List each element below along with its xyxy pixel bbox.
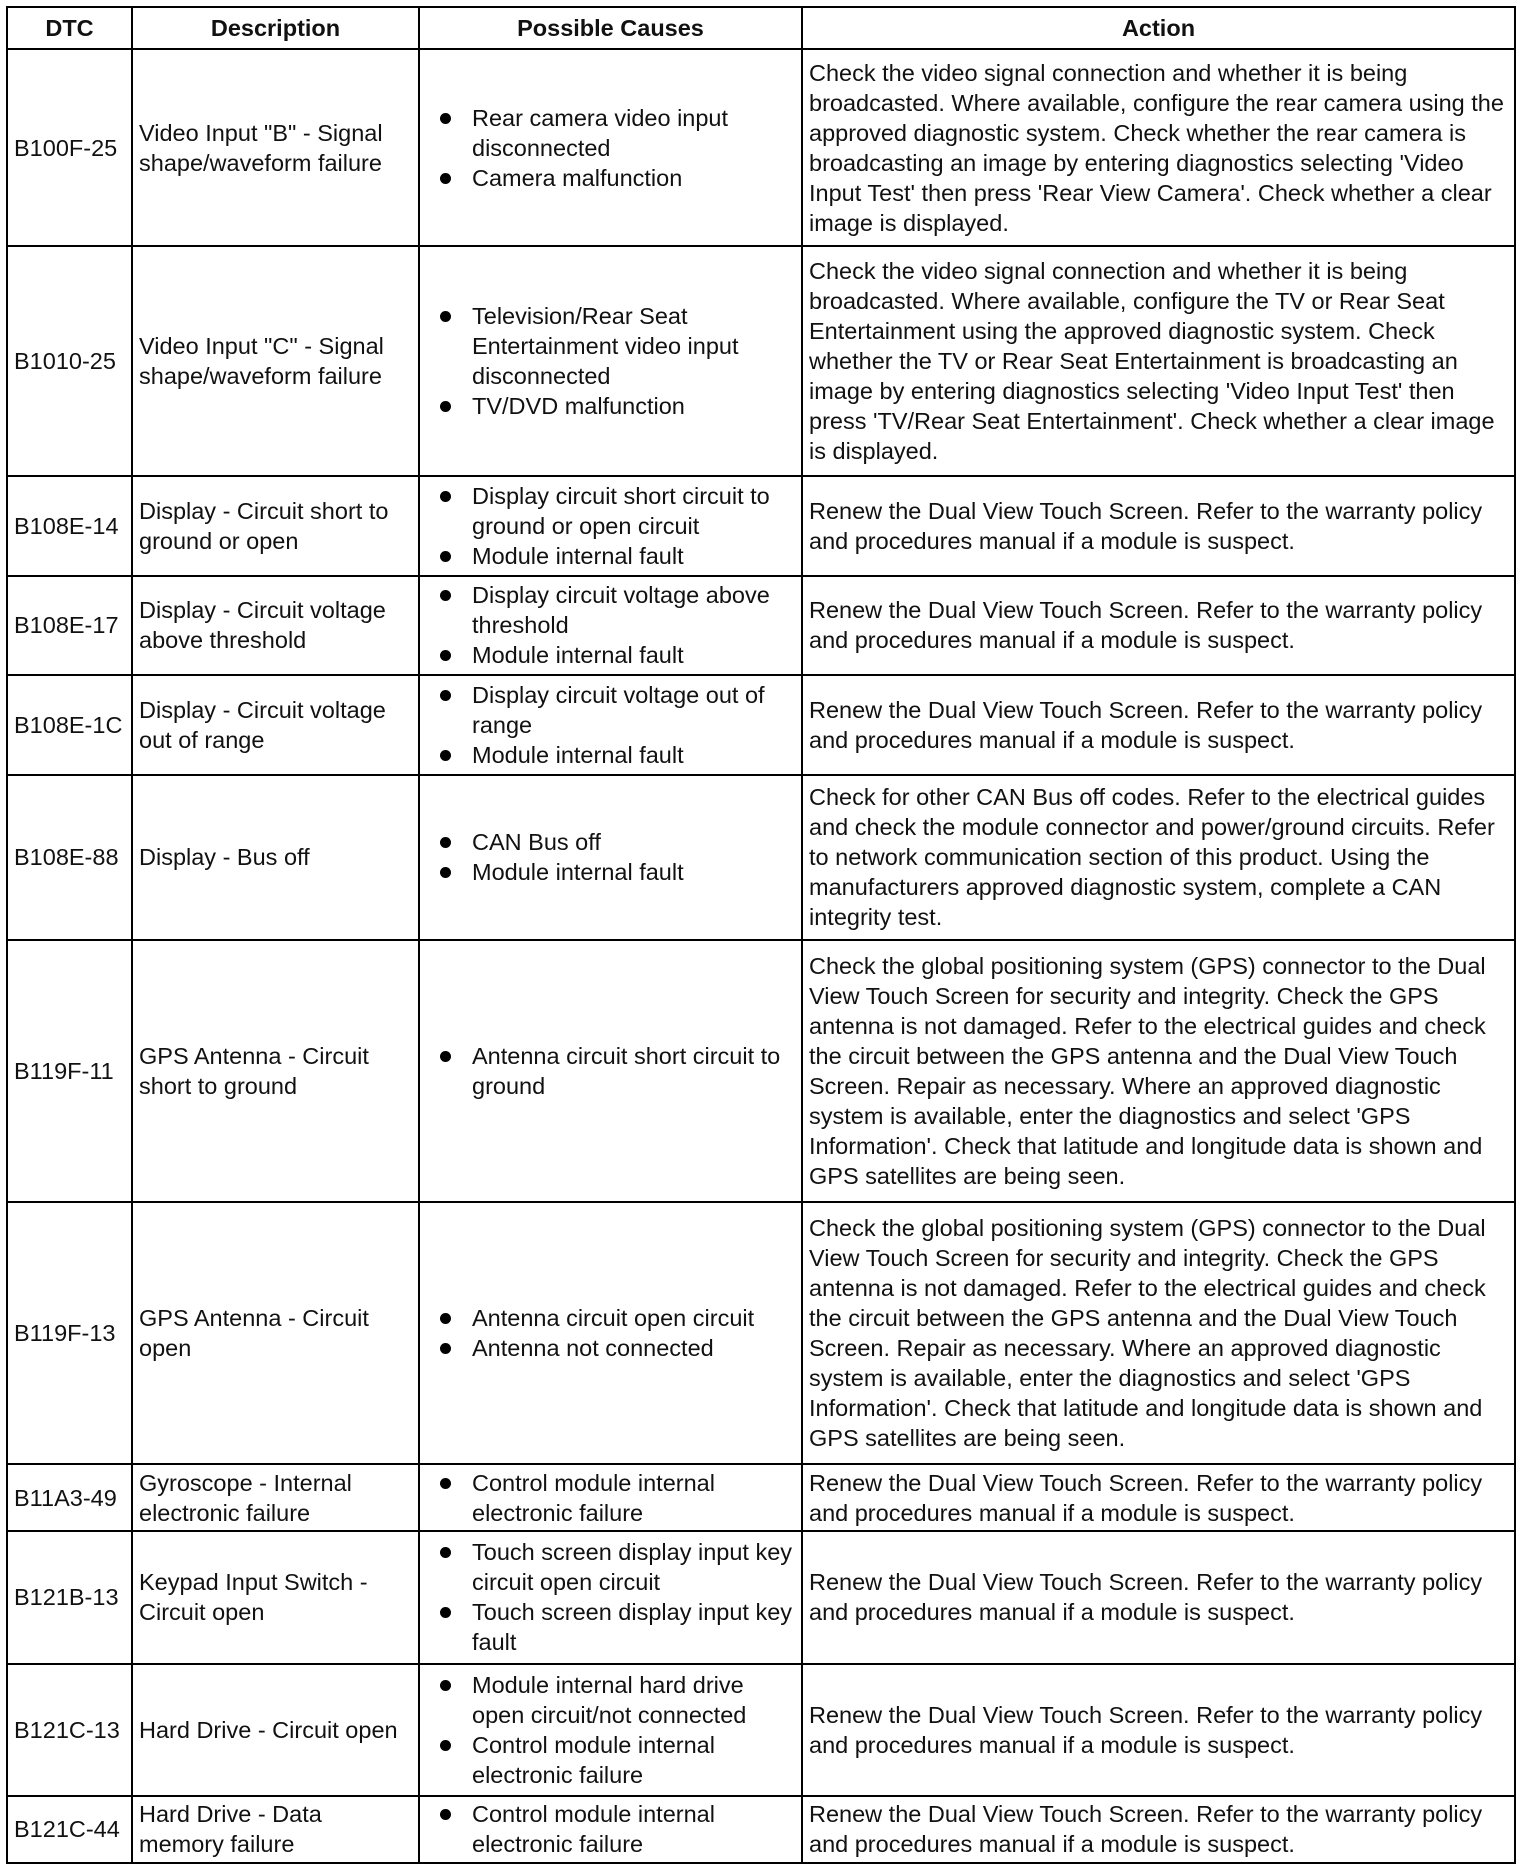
dtc-code: B100F-25 — [7, 49, 132, 246]
cause-item — [426, 680, 795, 740]
dtc-code: B108E-14 — [7, 476, 132, 576]
cause-text: Module internal fault — [472, 542, 684, 569]
cause-text: Antenna circuit open circuit — [472, 1305, 755, 1332]
cause-item — [426, 1041, 795, 1101]
cause-text: Antenna circuit short circuit to ground — [472, 1042, 781, 1099]
cause-item — [426, 740, 795, 770]
header-row — [7, 7, 1515, 49]
action-cell: Renew the Dual View Touch Screen. Refer to the warranty policy and procedures manual if a module is suspect. — [802, 675, 1515, 775]
description-cell: Display - Circuit voltage above threshold — [132, 576, 419, 676]
possible-causes-cell — [419, 940, 802, 1202]
table-row — [7, 576, 1515, 676]
cause-item — [426, 1303, 795, 1333]
causes-list — [426, 1468, 795, 1528]
action-cell: Renew the Dual View Touch Screen. Refer to the warranty policy and procedures manual if a module is suspect. — [802, 476, 1515, 576]
cause-item — [426, 1670, 795, 1730]
bullet-icon — [440, 590, 451, 601]
action-cell: Check the video signal connection and whether it is being broadcasted. Where available, configure the rear camera using the approved diagnostic system. Check whether the rear camera is broadcasting an image by entering diagnostics selecting 'Video Input Test' then press 'Rear View Camera'. Check whether a clear image is displayed. — [802, 49, 1515, 246]
causes-list — [426, 1537, 795, 1657]
bullet-icon — [440, 750, 451, 761]
header-description: Description — [132, 7, 419, 49]
bullet-icon — [440, 1343, 451, 1354]
table-row — [7, 940, 1515, 1202]
dtc-code: B1010-25 — [7, 246, 132, 476]
possible-causes-cell — [419, 1664, 802, 1796]
table-row — [7, 1664, 1515, 1796]
bullet-icon — [440, 1313, 451, 1324]
bullet-icon — [440, 867, 451, 878]
cause-text: Touch screen display input key fault — [472, 1599, 793, 1656]
table-row — [7, 1531, 1515, 1663]
cause-item — [426, 103, 795, 163]
description-cell: Video Input "C" - Signal shape/waveform failure — [132, 246, 419, 476]
header-possible-causes: Possible Causes — [419, 7, 802, 49]
bullet-icon — [440, 1478, 451, 1489]
cause-item — [426, 301, 795, 391]
description-cell: Display - Bus off — [132, 775, 419, 940]
table-row — [7, 1464, 1515, 1531]
dtc-code: B121B-13 — [7, 1531, 132, 1663]
possible-causes-cell — [419, 675, 802, 775]
cause-item — [426, 391, 795, 421]
dtc-code: B119F-13 — [7, 1202, 132, 1464]
cause-item — [426, 857, 795, 887]
possible-causes-cell — [419, 476, 802, 576]
causes-list — [426, 103, 795, 193]
action-cell: Renew the Dual View Touch Screen. Refer to the warranty policy and procedures manual if a module is suspect. — [802, 1464, 1515, 1531]
possible-causes-cell — [419, 576, 802, 676]
cause-item — [426, 1730, 795, 1790]
table-row — [7, 476, 1515, 576]
bullet-icon — [440, 551, 451, 562]
cause-text: Television/Rear Seat Entertainment video input disconnected — [472, 303, 739, 390]
causes-list — [426, 1041, 795, 1101]
cause-text: Antenna not connected — [472, 1335, 714, 1362]
cause-text: Module internal fault — [472, 859, 684, 886]
description-cell: Video Input "B" - Signal shape/waveform failure — [132, 49, 419, 246]
cause-text: Display circuit voltage out of range — [472, 682, 765, 739]
dtc-code: B108E-17 — [7, 576, 132, 676]
cause-item — [426, 640, 795, 670]
cause-item — [426, 1597, 795, 1657]
table-row — [7, 675, 1515, 775]
bullet-icon — [440, 1740, 451, 1751]
causes-list — [426, 1303, 795, 1363]
description-cell: Gyroscope - Internal electronic failure — [132, 1464, 419, 1531]
dtc-table — [6, 6, 1516, 1864]
bullet-icon — [440, 1809, 451, 1820]
causes-list — [426, 481, 795, 571]
cause-item — [426, 481, 795, 541]
dtc-code: B108E-1C — [7, 675, 132, 775]
description-cell: GPS Antenna - Circuit short to ground — [132, 940, 419, 1202]
cause-item — [426, 1468, 795, 1528]
action-cell: Renew the Dual View Touch Screen. Refer to the warranty policy and procedures manual if a module is suspect. — [802, 1796, 1515, 1863]
cause-text: Display circuit voltage above threshold — [472, 582, 770, 639]
description-cell: Display - Circuit voltage out of range — [132, 675, 419, 775]
cause-item — [426, 1537, 795, 1597]
cause-text: Module internal hard drive open circuit/not connected — [472, 1671, 747, 1728]
possible-causes-cell — [419, 49, 802, 246]
description-cell: Hard Drive - Circuit open — [132, 1664, 419, 1796]
action-cell: Check the video signal connection and whether it is being broadcasted. Where available, configure the TV or Rear Seat Entertainment using the approved diagnostic system. Check whether the TV or Rear Seat Entertainment is broadcasting an image by entering diagnostics selecting 'Video Input Test' then press 'TV/Rear Seat Entertainment'. Check whether a clear image is displayed. — [802, 246, 1515, 476]
table-row — [7, 1796, 1515, 1863]
causes-list — [426, 1799, 795, 1859]
causes-list — [426, 1670, 795, 1790]
cause-item — [426, 580, 795, 640]
description-cell: Keypad Input Switch - Circuit open — [132, 1531, 419, 1663]
table-row — [7, 1202, 1515, 1464]
table-row — [7, 775, 1515, 940]
bullet-icon — [440, 1051, 451, 1062]
cause-text: Module internal fault — [472, 642, 684, 669]
cause-text: CAN Bus off — [472, 829, 601, 856]
cause-text: Control module internal electronic failure — [472, 1469, 715, 1526]
bullet-icon — [440, 491, 451, 502]
cause-item — [426, 1333, 795, 1363]
possible-causes-cell — [419, 1531, 802, 1663]
cause-item — [426, 827, 795, 857]
table-body — [7, 49, 1515, 1863]
possible-causes-cell — [419, 246, 802, 476]
header-dtc: DTC — [7, 7, 132, 49]
bullet-icon — [440, 113, 451, 124]
cause-text: Touch screen display input key circuit open circuit — [472, 1539, 793, 1596]
bullet-icon — [440, 1547, 451, 1558]
causes-list — [426, 680, 795, 770]
cause-text: Module internal fault — [472, 742, 684, 769]
cause-item — [426, 1799, 795, 1859]
dtc-code: B11A3-49 — [7, 1464, 132, 1531]
description-cell: Display - Circuit short to ground or open — [132, 476, 419, 576]
action-cell: Renew the Dual View Touch Screen. Refer to the warranty policy and procedures manual if a module is suspect. — [802, 576, 1515, 676]
cause-item — [426, 163, 795, 193]
cause-text: Camera malfunction — [472, 164, 683, 191]
bullet-icon — [440, 311, 451, 322]
cause-text: Display circuit short circuit to ground or open circuit — [472, 482, 770, 539]
action-cell: Check for other CAN Bus off codes. Refer to the electrical guides and check the module connector and power/ground circuits. Refer to network communication section of this product. Using the manufacturers approved diagnostic system, complete a CAN integrity test. — [802, 775, 1515, 940]
dtc-code: B108E-88 — [7, 775, 132, 940]
description-cell: Hard Drive - Data memory failure — [132, 1796, 419, 1863]
dtc-code: B121C-44 — [7, 1796, 132, 1863]
causes-list — [426, 301, 795, 421]
action-cell: Check the global positioning system (GPS) connector to the Dual View Touch Screen for security and integrity. Check the GPS antenna is not damaged. Refer to the electrical guides and check the circuit between the GPS antenna and the Dual View Touch Screen. Repair as necessary. Where an approved diagnostic system is available, enter the diagnostics and select 'GPS Information'. Check that latitude and longitude data is shown and GPS satellites are being seen. — [802, 1202, 1515, 1464]
causes-list — [426, 580, 795, 670]
bullet-icon — [440, 401, 451, 412]
action-cell: Check the global positioning system (GPS) connector to the Dual View Touch Screen for security and integrity. Check the GPS antenna is not damaged. Refer to the electrical guides and check the circuit between the GPS antenna and the Dual View Touch Screen. Repair as necessary. Where an approved diagnostic system is available, enter the diagnostics and select 'GPS Information'. Check that latitude and longitude data is shown and GPS satellites are being seen. — [802, 940, 1515, 1202]
cause-item — [426, 541, 795, 571]
table-row — [7, 246, 1515, 476]
causes-list — [426, 827, 795, 887]
cause-text: Rear camera video input disconnected — [472, 104, 729, 161]
action-cell: Renew the Dual View Touch Screen. Refer to the warranty policy and procedures manual if a module is suspect. — [802, 1531, 1515, 1663]
bullet-icon — [440, 650, 451, 661]
dtc-code: B119F-11 — [7, 940, 132, 1202]
description-cell: GPS Antenna - Circuit open — [132, 1202, 419, 1464]
cause-text: Control module internal electronic failure — [472, 1801, 715, 1858]
possible-causes-cell — [419, 775, 802, 940]
bullet-icon — [440, 837, 451, 848]
table-row — [7, 49, 1515, 246]
cause-text: Control module internal electronic failure — [472, 1731, 715, 1788]
bullet-icon — [440, 173, 451, 184]
possible-causes-cell — [419, 1464, 802, 1531]
bullet-icon — [440, 1680, 451, 1691]
action-cell: Renew the Dual View Touch Screen. Refer to the warranty policy and procedures manual if a module is suspect. — [802, 1664, 1515, 1796]
header-action: Action — [802, 7, 1515, 49]
possible-causes-cell — [419, 1796, 802, 1863]
dtc-code: B121C-13 — [7, 1664, 132, 1796]
bullet-icon — [440, 1607, 451, 1618]
bullet-icon — [440, 690, 451, 701]
possible-causes-cell — [419, 1202, 802, 1464]
cause-text: TV/DVD malfunction — [472, 393, 685, 420]
